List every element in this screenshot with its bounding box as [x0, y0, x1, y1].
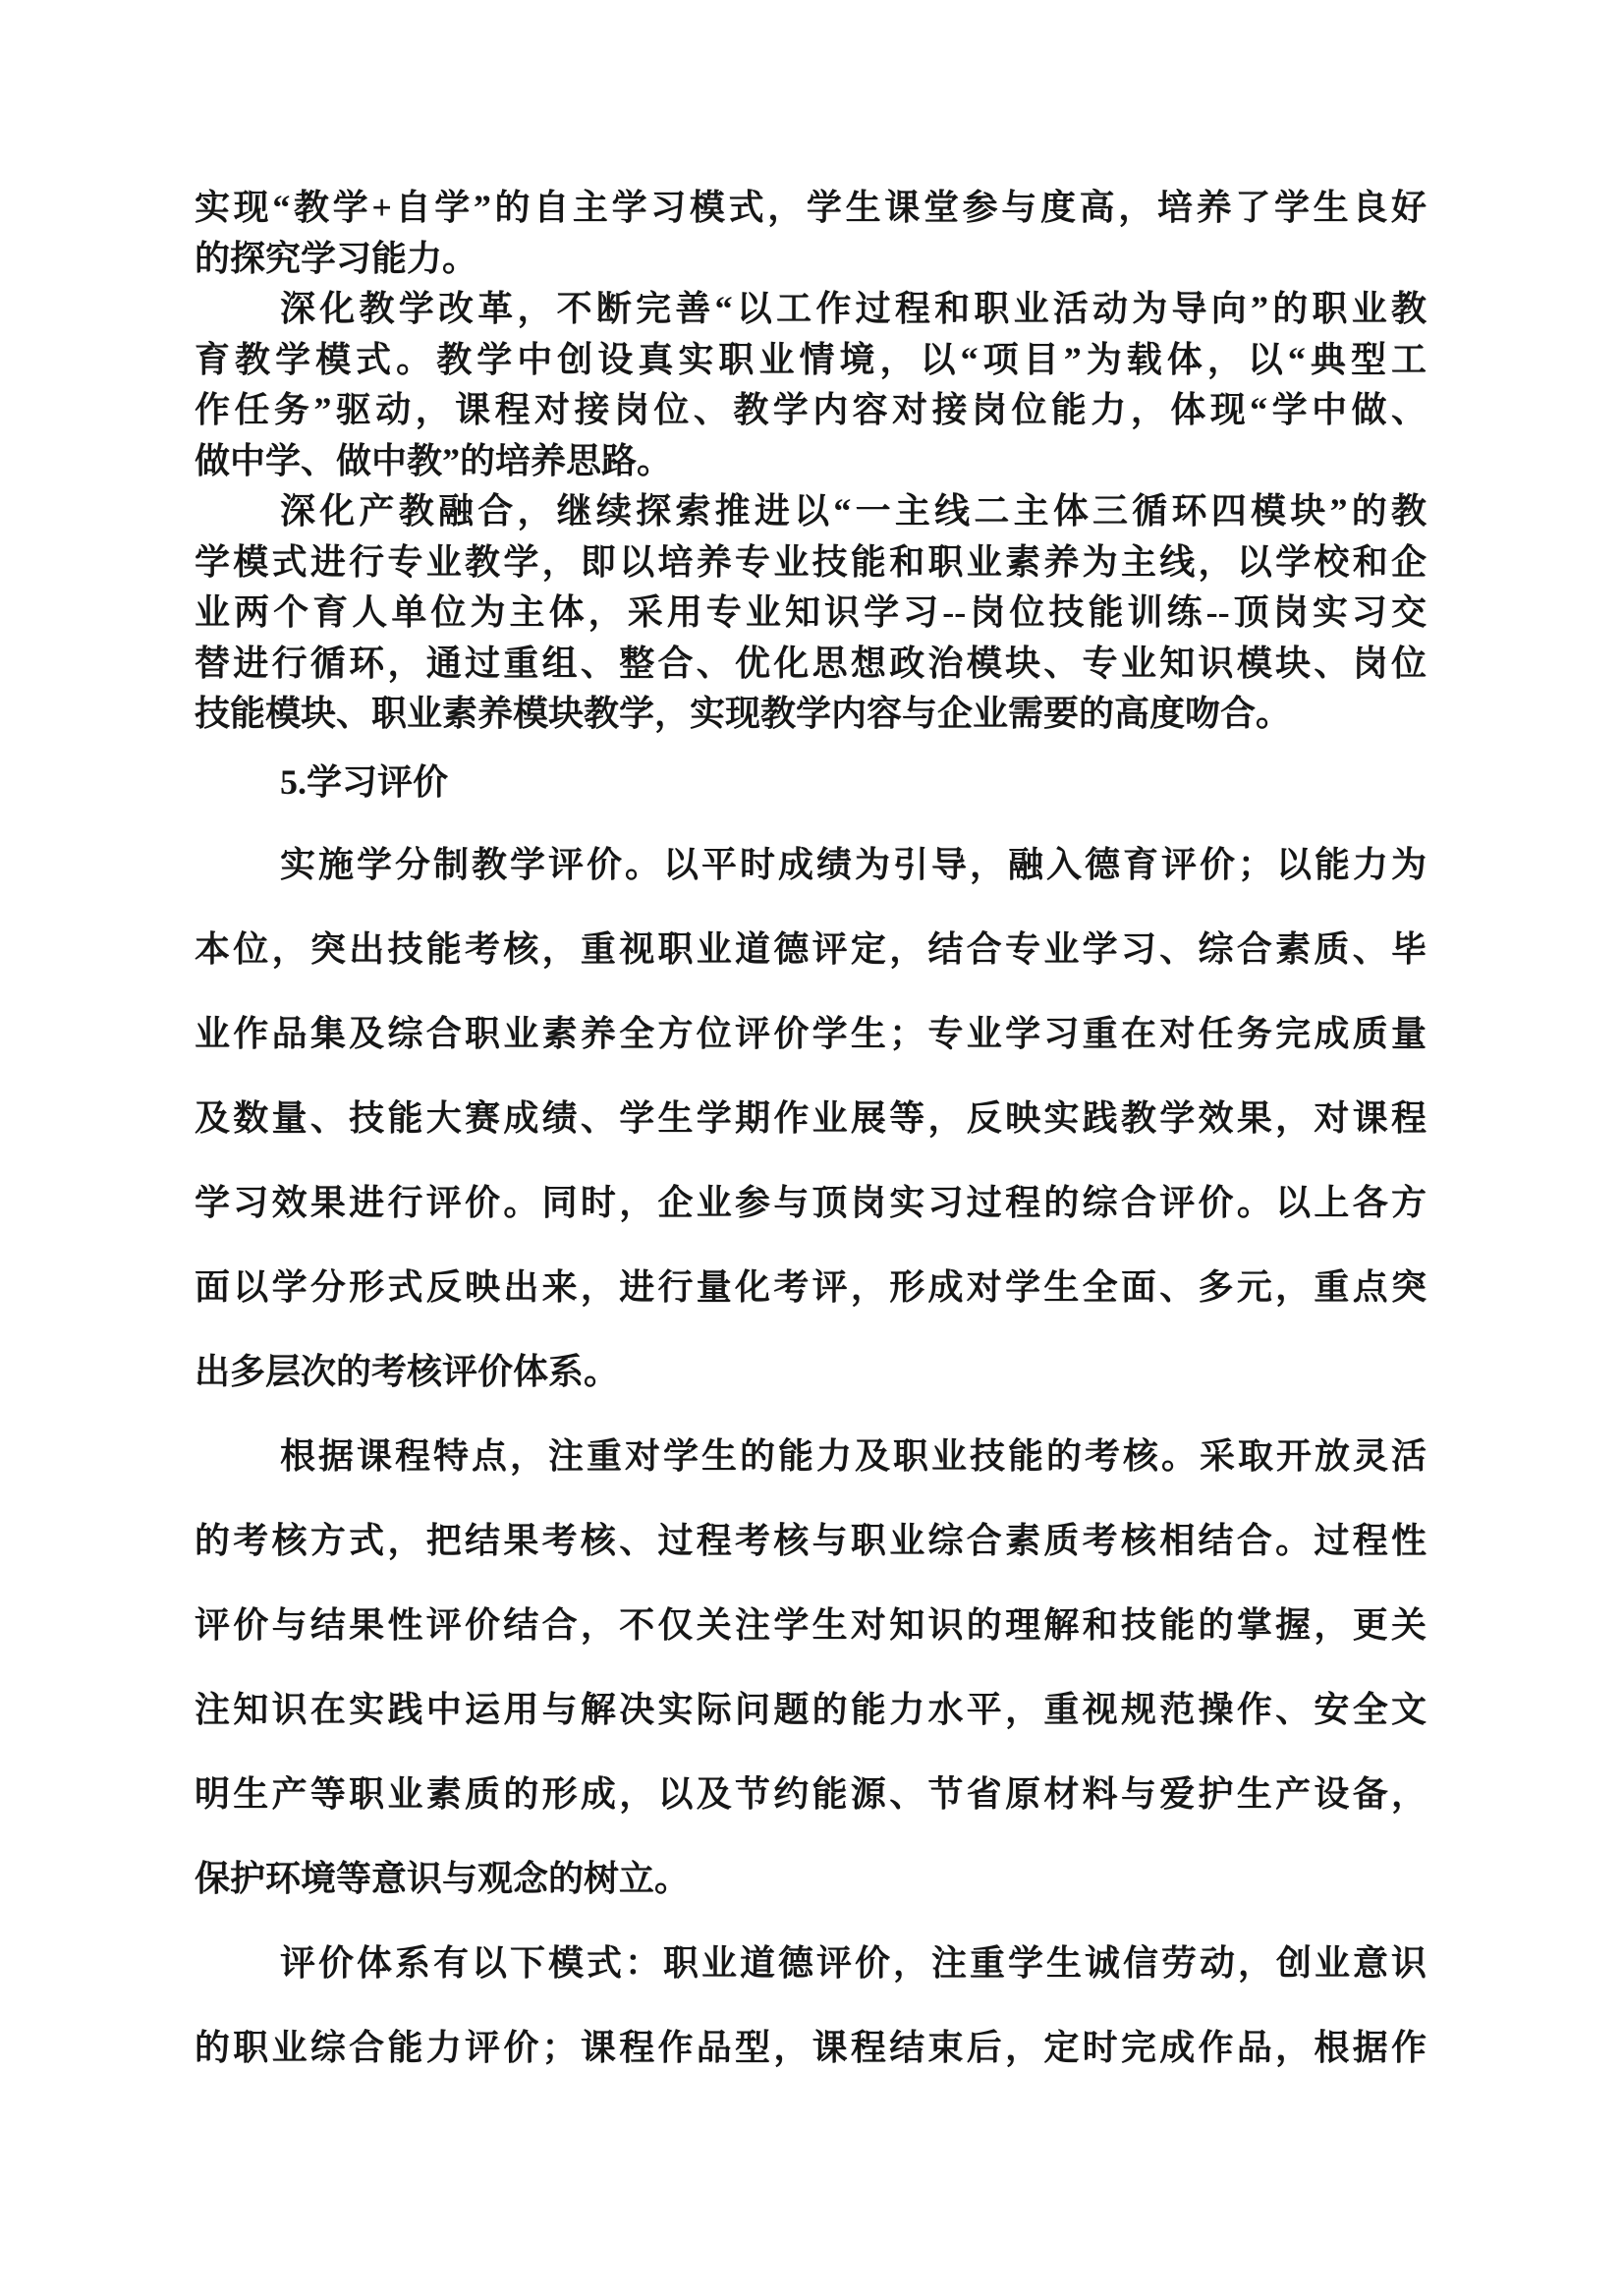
text-line: 技能模块、职业素养模块教学，实现教学内容与企业需要的高度吻合。	[195, 694, 1292, 733]
text-line: 的考核方式，把结果考核、过程考核与职业综合素质考核相结合。过程性	[195, 1521, 1427, 1560]
text-line: 评价体系有以下模式：职业道德评价，注重学生诚信劳动，创业意识	[280, 1943, 1427, 1983]
text-line: 实现“教学+自学”的自主学习模式，学生课堂参与度高，培养了学生良好	[195, 188, 1427, 227]
text-line: 业两个育人单位为主体，采用专业知识学习--岗位技能训练--顶岗实习交	[195, 592, 1427, 632]
section-pedagogy-paragraphs	[195, 183, 1427, 740]
text-line: 注知识在实践中运用与解决实际问题的能力水平，重视规范操作、安全文	[195, 1690, 1427, 1729]
text-line: 替进行循环，通过重组、整合、优化思想政治模块、专业知识模块、岗位	[195, 643, 1427, 683]
heading-learning-evaluation: 5.学习评价	[280, 761, 449, 802]
text-line: 保护环境等意识与观念的树立。	[195, 1859, 691, 1898]
text-line: 的职业综合能力评价；课程作品型，课程结束后，定时完成作品，根据作	[195, 2028, 1427, 2067]
text-line: 面以学分形式反映出来，进行量化考评，形成对学生全面、多元，重点突	[195, 1267, 1427, 1307]
text-line: 学习效果进行评价。同时，企业参与顶岗实习过程的综合评价。以上各方	[195, 1183, 1427, 1222]
text-line: 明生产等职业素质的形成，以及节约能源、节省原材料与爱护生产设备，	[195, 1774, 1427, 1814]
text-line: 实施学分制教学评价。以平时成绩为引导，融入德育评价；以能力为	[280, 845, 1427, 884]
text-line: 本位，突出技能考核，重视职业道德评定，结合专业学习、综合素质、毕	[195, 929, 1427, 969]
text-line: 出多层次的考核评价体系。	[195, 1352, 620, 1391]
text-line: 育教学模式。教学中创设真实职业情境，以“项目”为载体，以“典型工	[195, 339, 1427, 379]
text-line: 的探究学习能力。	[195, 238, 478, 278]
text-line: 深化教学改革，不断完善“以工作过程和职业活动为导向”的职业教	[280, 289, 1427, 328]
text-line: 学模式进行专业教学，即以培养专业技能和职业素养为主线，以学校和企	[195, 541, 1427, 582]
text-line: 做中学、做中教”的培养思路。	[195, 440, 673, 480]
text-line: 业作品集及综合职业素养全方位评价学生；专业学习重在对任务完成质量	[195, 1014, 1427, 1053]
text-line: 评价与结果性评价结合，不仅关注学生对知识的理解和技能的掌握，更关	[195, 1605, 1427, 1645]
section-evaluation-paragraphs	[195, 822, 1427, 2090]
text-line: 及数量、技能大赛成绩、学生学期作业展等，反映实践教学效果，对课程	[195, 1098, 1427, 1138]
text-line: 根据课程特点，注重对学生的能力及职业技能的考核。采取开放灵活	[280, 1436, 1427, 1476]
text-line: 作任务”驱动，课程对接岗位、教学内容对接岗位能力，体现“学中做、	[195, 390, 1427, 429]
text-column	[195, 183, 1427, 2090]
text-line: 深化产教融合，继续探索推进以“一主线二主体三循环四模块”的教	[280, 491, 1427, 531]
